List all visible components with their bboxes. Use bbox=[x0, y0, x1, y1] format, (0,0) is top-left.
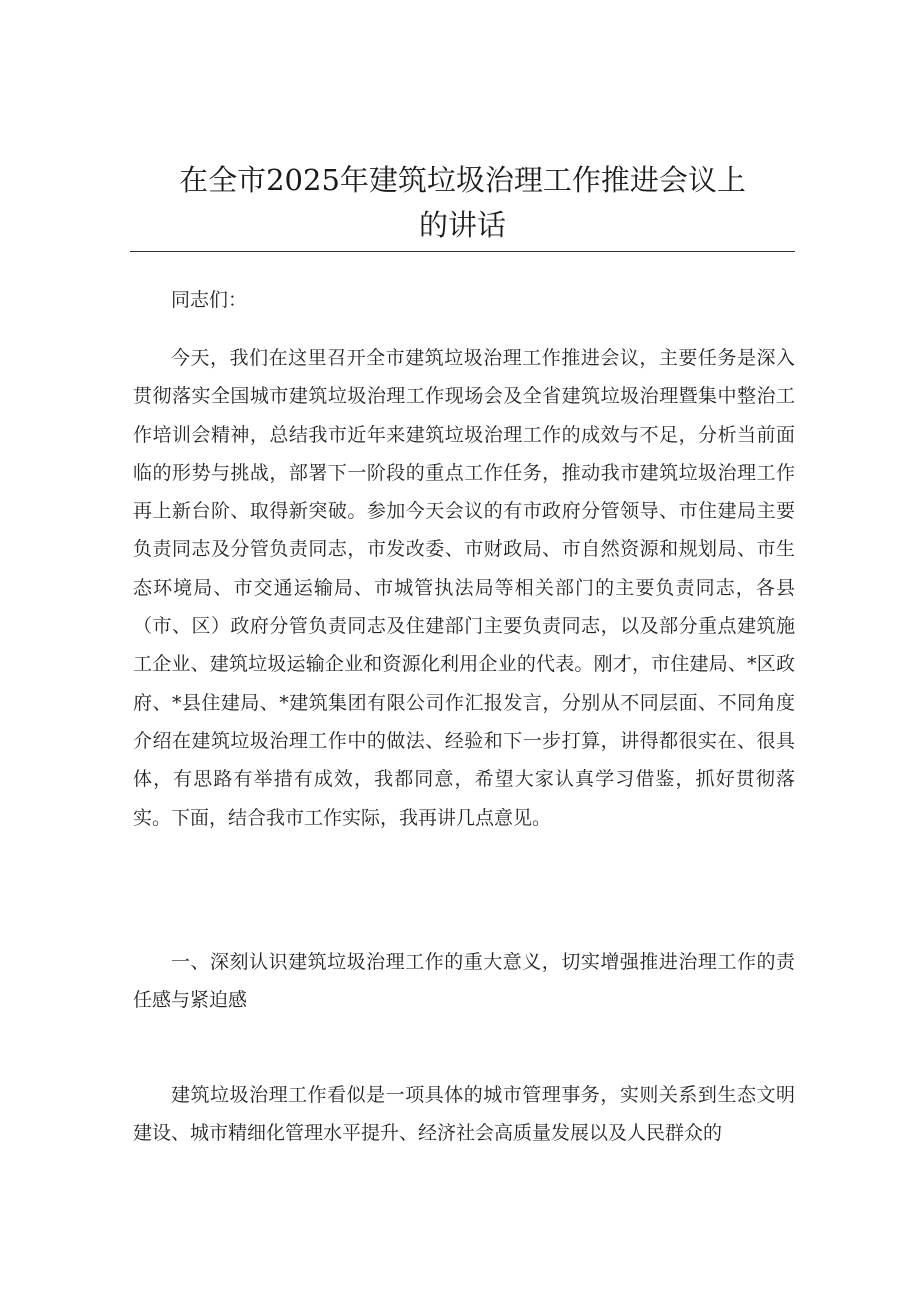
paragraph-block-1 bbox=[133, 339, 795, 837]
opening-paragraph: 今天，我们在这里召开全市建筑垃圾治理工作推进会议，主要任务是深入贯彻落实全国城市建筑垃圾治理工作现场会及全省建筑垃圾治理暨集中整治工作培训会精神，总结我市近年来建筑垃圾治理工作的成效与不足，分析当前面临的形势与挑战，部署下一阶段的重点工作任务，推动我市建筑垃圾治理工作再上新台阶、取得新突破。参加今天会议的有市政府分管领导、市住建局主要负责同志及分管负责同志，市发改委、市财政局、市自然资源和规划局、市生态环境局、市交通运输局、市城管执法局等相关部门的主要负责同志，各县（市、区）政府分管负责同志及住建部门主要负责同志，以及部分重点建筑施工企业、建筑垃圾运输企业和资源化利用企业的代表。刚才，市住建局、*区政府、*县住建局、*建筑集团有限公司作汇报发言，分别从不同层面、不同角度介绍在建筑垃圾治理工作中的做法、经验和下一步打算，讲得都很实在、很具体，有思路有举措有成效，我都同意，希望大家认真学习借鉴，抓好贯彻落实。下面，结合我市工作实际，我再讲几点意见。 bbox=[133, 347, 795, 829]
title-line-2: 的讲话 bbox=[418, 208, 506, 242]
salutation: 同志们： bbox=[171, 289, 248, 311]
section-heading-1: 一、深刻认识建筑垃圾治理工作的重大意义，切实增强推进治理工作的责任感与紧迫感 bbox=[133, 951, 795, 1012]
section-1-paragraph: 建筑垃圾治理工作看似是一项具体的城市管理事务，实则关系到生态文明建设、城市精细化管理水平提升、经济社会高质量发展以及人民群众的 bbox=[133, 1084, 795, 1145]
document-title bbox=[130, 158, 795, 248]
title-line-1: 在全市2025年建筑垃圾治理工作推进会议上 bbox=[179, 163, 746, 197]
paragraph-block-3 bbox=[133, 1076, 795, 1153]
salutation-block bbox=[133, 281, 795, 319]
title-divider bbox=[130, 251, 795, 252]
paragraph-block-2 bbox=[133, 943, 795, 1020]
